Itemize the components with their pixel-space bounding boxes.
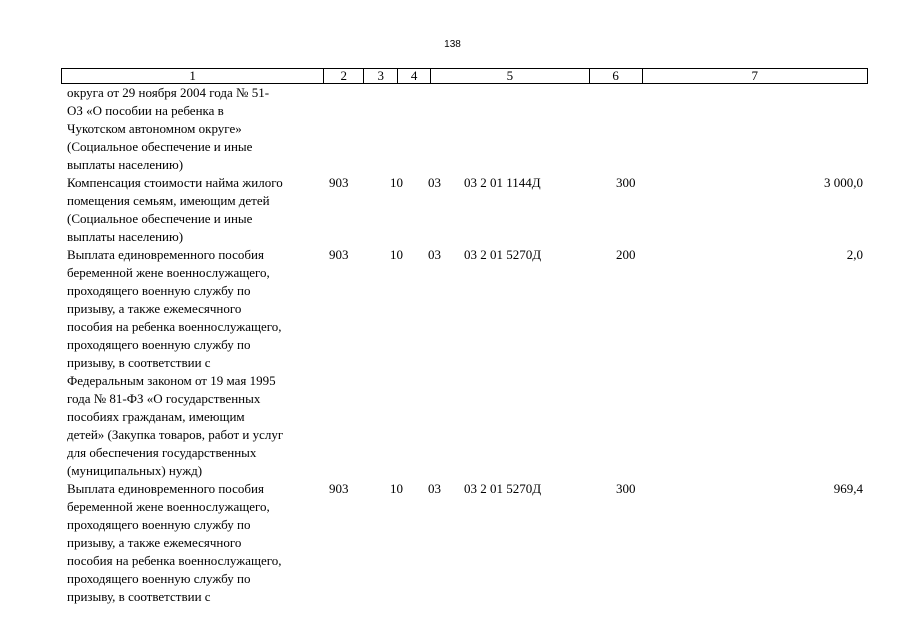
- page-number: 138: [444, 39, 461, 50]
- header-col-5: 5: [431, 69, 590, 83]
- row-subsection-code: 03: [428, 481, 441, 496]
- table-row: [0, 246, 905, 480]
- table-row: [0, 174, 905, 246]
- header-col-1: 1: [62, 69, 324, 83]
- row-amount: 2,0: [846, 247, 863, 262]
- row-subsection-code: 03: [428, 175, 441, 190]
- table-body: [0, 84, 905, 606]
- header-col-7: 7: [751, 68, 759, 83]
- header-col-3: 3: [364, 69, 398, 83]
- row-subsection-code: 03: [428, 247, 441, 262]
- row-section-code: 10: [390, 247, 403, 262]
- row-description: Выплата единовременного пособия беременной жене военнослужащего, проходящего военную службу по призыву, а также ежемесячного пособия на ребенка военнослужащего, проходящего военную службу по призыву, в соответствии с: [67, 481, 282, 604]
- row-target-article: 03 2 01 1144Д: [464, 175, 541, 190]
- row-expense-type: 300: [616, 175, 636, 190]
- row-expense-type: 200: [616, 247, 636, 262]
- row-expense-type: 300: [616, 481, 636, 496]
- row-target-article: 03 2 01 5270Д: [464, 481, 542, 496]
- header-col-6: 6: [590, 69, 643, 83]
- row-adm-code: 903: [329, 175, 349, 190]
- row-amount: 3 000,0: [824, 175, 863, 190]
- row-target-article: 03 2 01 5270Д: [464, 247, 542, 262]
- header-col-2: 2: [324, 69, 364, 83]
- table-header-row: [61, 68, 868, 84]
- row-adm-code: 903: [329, 481, 349, 496]
- row-adm-code: 903: [329, 247, 349, 262]
- row-description: округа от 29 ноября 2004 года № 51- ОЗ «О пособии на ребенка в Чукотском автономном округе» (Социальное обеспечение и иные выплаты населению): [67, 85, 270, 172]
- row-section-code: 10: [390, 175, 403, 190]
- row-description: Компенсация стоимости найма жилого помещения семьям, имеющим детей (Социальное обеспечение и иные выплаты населению): [67, 175, 283, 244]
- table-row: [0, 84, 905, 174]
- table-row: [0, 480, 905, 606]
- row-section-code: 10: [390, 481, 403, 496]
- header-col-4: 4: [398, 69, 431, 83]
- row-description: Выплата единовременного пособия беременной жене военнослужащего, проходящего военную службу по призыву, а также ежемесячного пособия на ребенка военнослужащего, проходящего военную службу по призыву, в соответствии с Федеральным законом от 19 мая 1995 года № 81-ФЗ «О государственных пособиях гражданам, имеющим детей» (Закупка товаров, работ и услуг для обеспечения государственных (муниципальных) нужд): [67, 247, 284, 478]
- row-amount: 969,4: [833, 481, 863, 496]
